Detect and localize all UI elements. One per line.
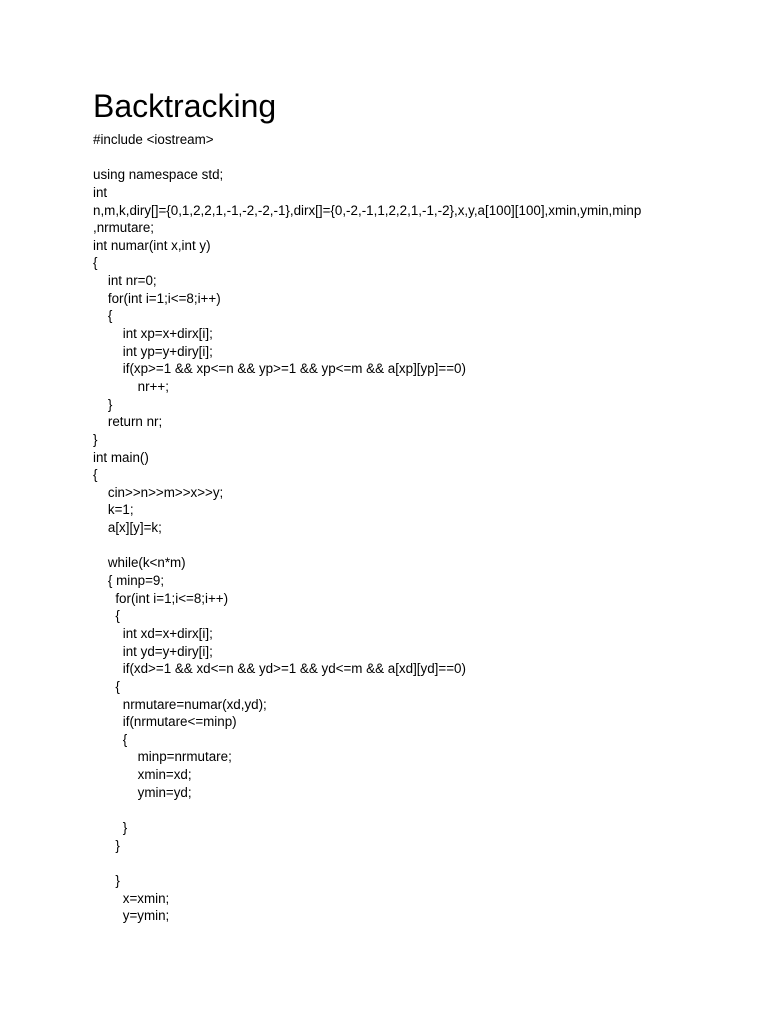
code-line — [93, 801, 733, 819]
code-line: xmin=xd; — [93, 767, 192, 783]
code-line: } — [93, 431, 98, 447]
code-line: n,m,k,diry[]={0,1,2,2,1,-1,-2,-2,-1},dirx[]={0,-2,-1,1,2,2,1,-1,-2},x,y,a[100][100],xmin,ymin,minp — [93, 202, 642, 218]
code-line: if(nrmutare<=minp) — [93, 714, 237, 730]
code-line: int — [93, 184, 108, 200]
code-line: y=ymin; — [93, 908, 170, 924]
code-line: { — [93, 308, 113, 324]
code-line — [93, 854, 733, 872]
code-line: x=xmin; — [93, 890, 170, 906]
code-line: return nr; — [93, 414, 163, 430]
code-line: using namespace std; — [93, 167, 224, 183]
code-line: { — [93, 731, 128, 747]
code-line: #include <iostream> — [93, 132, 214, 147]
code-line: nr++; — [93, 378, 169, 394]
code-line: int main() — [93, 449, 149, 465]
code-line: cin>>n>>m>>x>>y; — [93, 484, 224, 500]
code-line: { — [93, 467, 98, 483]
code-line: int xd=x+dirx[i]; — [93, 625, 213, 641]
code-line — [93, 537, 733, 555]
code-line: k=1; — [93, 502, 134, 518]
code-line: minp=nrmutare; — [93, 749, 232, 765]
code-line: { minp=9; — [93, 573, 165, 589]
code-line: } — [93, 396, 113, 412]
code-line: for(int i=1;i<=8;i++) — [93, 290, 221, 306]
document-title: Backtracking — [93, 88, 277, 124]
code-line: } — [93, 819, 128, 835]
code-line: } — [93, 837, 120, 853]
code-line: for(int i=1;i<=8;i++) — [93, 590, 229, 606]
code-line: int yd=y+diry[i]; — [93, 643, 213, 659]
code-line: if(xp>=1 && xp<=n && yp>=1 && yp<=m && a[xp][yp]==0) — [93, 361, 466, 377]
code-line: nrmutare=numar(xd,yd); — [93, 696, 267, 712]
code-line: { — [93, 608, 120, 624]
code-line — [93, 149, 733, 167]
code-line: ,nrmutare; — [93, 220, 155, 236]
code-line: int numar(int x,int y) — [93, 237, 211, 253]
code-line: int yp=y+diry[i]; — [93, 343, 213, 359]
code-line: { — [93, 255, 98, 271]
code-line: } — [93, 872, 120, 888]
code-line: int nr=0; — [93, 273, 157, 289]
code-line: if(xd>=1 && xd<=n && yd>=1 && yd<=m && a[xd][yd]==0) — [93, 661, 466, 677]
code-line: ymin=yd; — [93, 784, 192, 800]
code-listing — [93, 131, 733, 925]
code-line: int xp=x+dirx[i]; — [93, 326, 213, 342]
code-line: a[x][y]=k; — [93, 520, 162, 536]
code-line: while(k<n*m) — [93, 555, 186, 571]
code-line: { — [93, 678, 120, 694]
